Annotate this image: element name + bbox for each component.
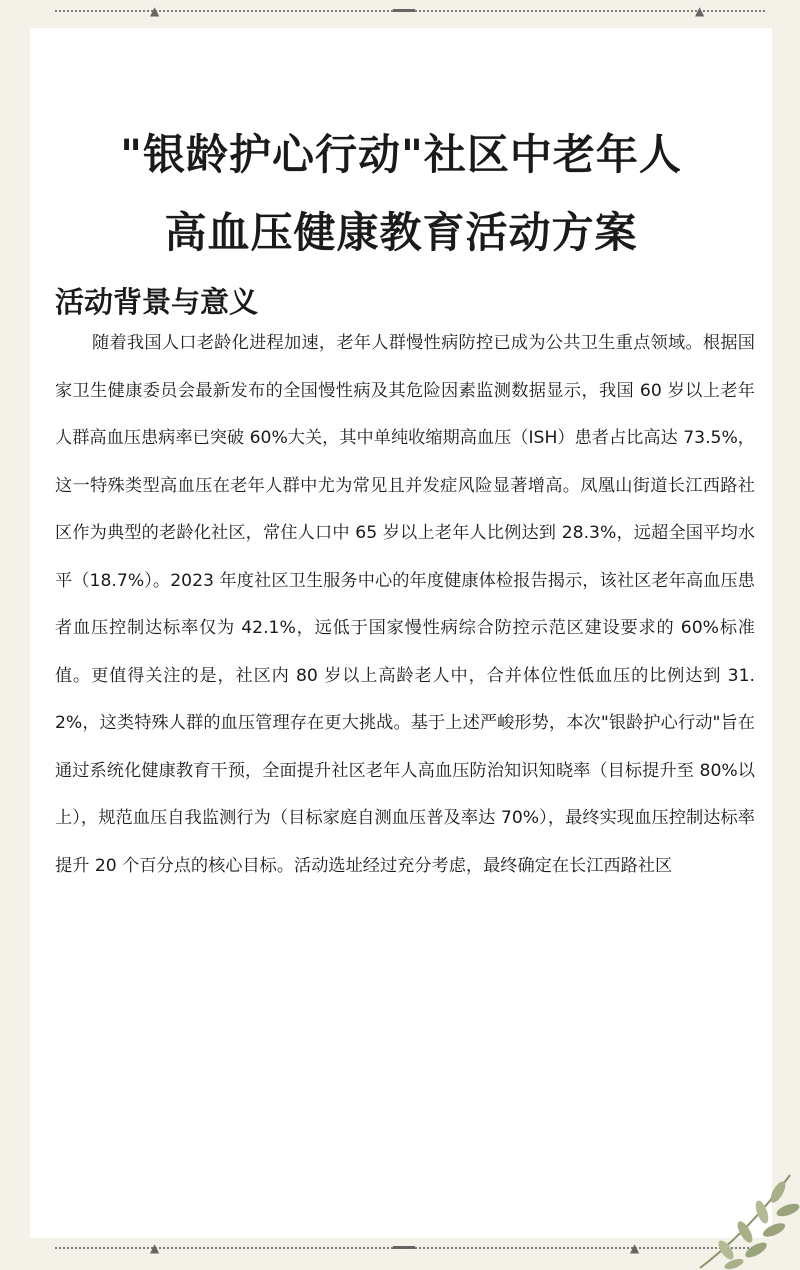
leaf-sprig-icon (690, 1170, 800, 1270)
triangle-mark-icon: ▲ (150, 4, 160, 18)
section-heading: 活动背景与意义 (55, 285, 259, 320)
triangle-mark-icon: ▲ (695, 4, 705, 18)
triangle-mark-icon: ▲ (630, 1241, 640, 1255)
document-page (30, 28, 772, 1238)
top-dotted-border (55, 4, 765, 18)
title-line-2: 高血压健康教育活动方案 (164, 208, 638, 258)
body-paragraph: 随着我国人口老龄化进程加速，老年人群慢性病防控已成为公共卫生重点领域。根据国家卫生健康委员会最新发布的全国慢性病及其危险因素监测数据显示，我国 60 岁以上老年人群高血压患病率已突破 60%大关，其中单纯收缩期高血压（ISH）患者占比高达 73.5%，这一特殊类型高血压在老年人群中尤为常见且并发症风险显著增高。凤凰山街道长江西路社区作为典型的老龄化社区，常住人口中 65 岁以上老年人比例达到 28.3%，远超全国平均水平（18.7%）。2023 年度社区卫生服务中心的年度健康体检报告揭示，该社区老年高血压患者血压控制达标率仅为 42.1%，远低于国家慢性病综合防控示范区建设要求的 60%标准值。更值得关注的是，社区内 80 岁以上高龄老人中，合并体位性低血压的比例达到 31.2%，这类特殊人群的血压管理存在更大挑战。基于上述严峻形势，本次"银龄护心行动"旨在通过系统化健康教育干预，全面提升社区老年人高血压防治知识知晓率（目标提升至 80%以上），规范血压自我监测行为（目标家庭自测血压普及率达 70%），最终实现血压控制达标率提升 20 个百分点的核心目标。活动选址经过充分考虑，最终确定在长江西路社区 (55, 333, 755, 876)
document-title (30, 116, 772, 272)
triangle-mark-icon: ▲ (150, 1241, 160, 1255)
title-line-1: "银龄护心行动"社区中老年人 (120, 130, 682, 180)
dash-mark-icon (393, 1246, 415, 1249)
bottom-dotted-border (55, 1241, 765, 1255)
dash-mark-icon (393, 9, 415, 12)
